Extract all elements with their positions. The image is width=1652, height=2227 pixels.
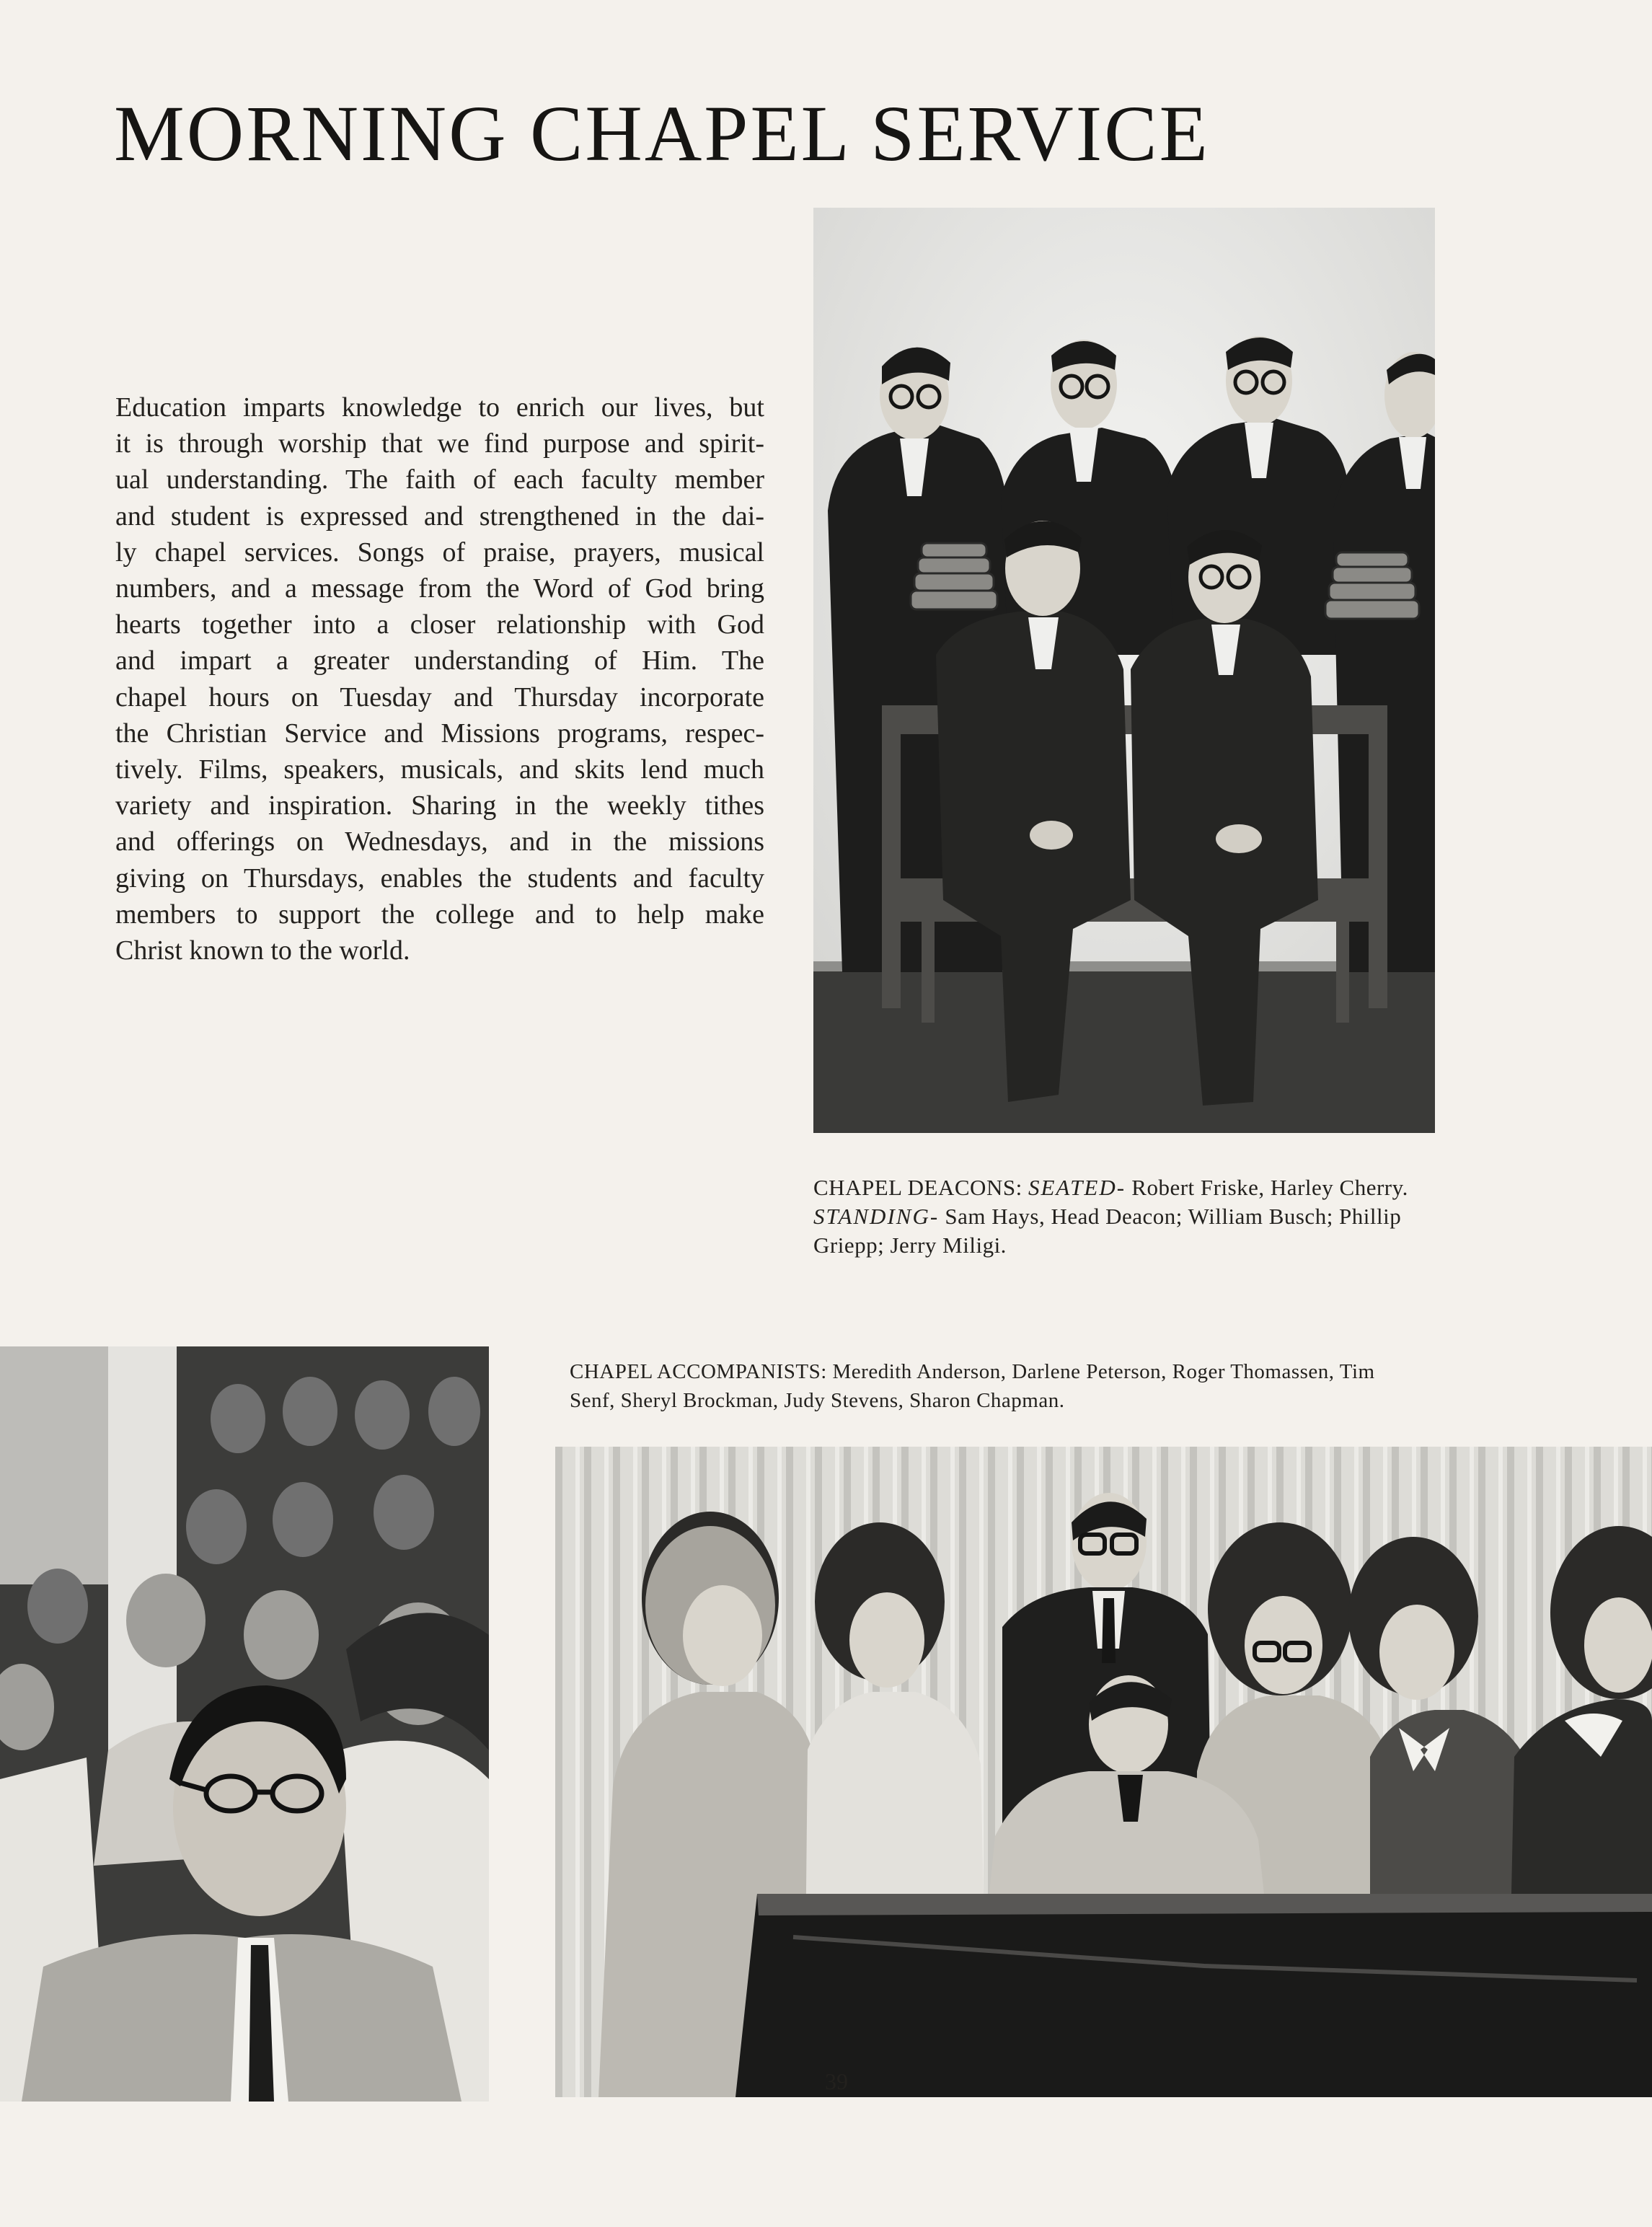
- deacons-caption-line-3: Griepp; Jerry Miligi.: [813, 1232, 1007, 1258]
- body-line: chapel hours on Tuesday and Thursday incorporate: [115, 682, 764, 713]
- chapel-accompanists-photo: [555, 1447, 1652, 2097]
- body-line: tively. Films, speakers, musicals, and skits lend much: [115, 754, 764, 785]
- deacons-label: CHAPEL DEACONS:: [813, 1175, 1022, 1200]
- body-line: and student is expressed and strengthened in the dai-: [115, 500, 764, 532]
- body-line: hearts together into a closer relationship with God: [115, 609, 764, 640]
- deacons-caption-line-1: [813, 1173, 1408, 1202]
- accompanists-caption-line-1: CHAPEL ACCOMPANISTS: Meredith Anderson, Darlene Peterson, Roger Thomassen, Tim: [570, 1360, 1375, 1383]
- body-paragraph: [115, 389, 764, 969]
- body-line: Education imparts knowledge to enrich our lives, but: [115, 392, 764, 423]
- standing-names: Sam Hays, Head Deacon; William Busch; Phillip: [945, 1204, 1402, 1229]
- chapel-deacons-photo: [813, 208, 1435, 1133]
- deacons-caption: [813, 1173, 1408, 1260]
- body-line: variety and inspiration. Sharing in the weekly tithes: [115, 790, 764, 821]
- page-title: MORNING CHAPEL SERVICE: [114, 89, 1210, 177]
- body-line: the Christian Service and Missions programs, respec-: [115, 718, 764, 749]
- seated-label: SEATED-: [1028, 1175, 1126, 1200]
- congregation-photo: [0, 1346, 489, 2102]
- body-line: numbers, and a message from the Word of God bring: [115, 573, 764, 604]
- seated-names: Robert Friske, Harley Cherry.: [1131, 1175, 1408, 1200]
- body-line: it is through worship that we find purpose and spirit-: [115, 428, 764, 459]
- body-line: giving on Thursdays, enables the students and faculty: [115, 863, 764, 894]
- accompanists-caption: [570, 1357, 1375, 1415]
- body-line: ly chapel services. Songs of praise, prayers, musical: [115, 537, 764, 568]
- body-line: Christ known to the world.: [115, 935, 410, 966]
- standing-label: STANDING-: [813, 1204, 940, 1229]
- body-line: ual understanding. The faith of each faculty member: [115, 464, 764, 495]
- body-line: and offerings on Wednesdays, and in the missions: [115, 826, 764, 857]
- body-line: and impart a greater understanding of Him. The: [115, 645, 764, 676]
- page-number: 39: [825, 2068, 848, 2094]
- deacons-caption-line-2: [813, 1202, 1408, 1231]
- body-line: members to support the college and to help make: [115, 899, 764, 930]
- accompanists-caption-line-2: Senf, Sheryl Brockman, Judy Stevens, Sharon Chapman.: [570, 1389, 1065, 1412]
